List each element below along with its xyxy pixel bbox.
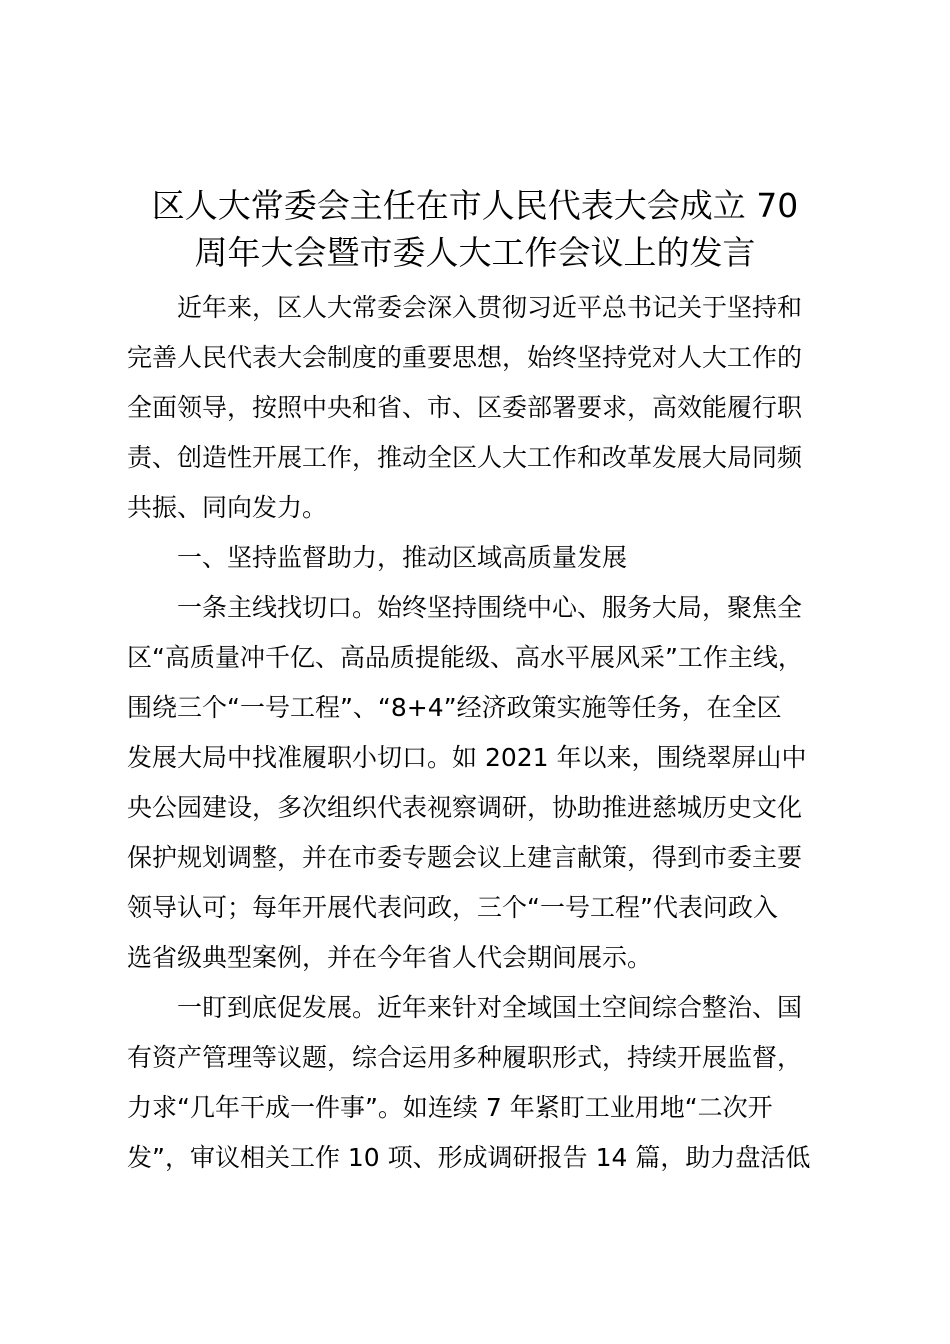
text-line: 一、坚持监督助力，推动区域高质量发展 — [177, 543, 628, 572]
text-line: 力求“几年干成一件事”。如连续 7 年紧盯工业用地“二次开 — [127, 1093, 773, 1122]
text-line: 完善人民代表大会制度的重要思想，始终坚持党对人大工作的 — [127, 343, 803, 372]
text-line: 领导认可；每年开展代表问政，三个“一号工程”代表问政入 — [127, 893, 778, 922]
text-line: 围绕三个“一号工程”、“8+4”经济政策实施等任务，在全区 — [127, 693, 782, 722]
document-body — [127, 283, 847, 1183]
text-line: 一条主线找切口。始终坚持围绕中心、服务大局，聚焦全 — [177, 593, 803, 622]
title-line-2: 周年大会暨市委人大工作会议上的发言 — [194, 233, 756, 272]
text-line: 有资产管理等议题，综合运用多种履职形式，持续开展监督， — [127, 1043, 803, 1072]
text-line: 一盯到底促发展。近年来针对全域国土空间综合整治、国 — [177, 993, 803, 1022]
document-title — [100, 182, 850, 276]
text-line: 发”，审议相关工作 10 项、形成调研报告 14 篇，助力盘活低 — [127, 1143, 811, 1172]
text-line: 保护规划调整，并在市委专题会议上建言献策，得到市委主要 — [127, 843, 803, 872]
text-line: 央公园建设，多次组织代表视察调研，协助推进慈城历史文化 — [127, 793, 803, 822]
text-line: 共振、同向发力。 — [127, 493, 328, 522]
title-line-1: 区人大常委会主任在市人民代表大会成立 70 — [151, 186, 799, 225]
text-line: 发展大局中找准履职小切口。如 2021 年以来，围绕翠屏山中 — [127, 743, 807, 772]
text-line: 区“高质量冲千亿、高品质提能级、高水平展风采”工作主线， — [127, 643, 803, 672]
text-line: 全面领导，按照中央和省、市、区委部署要求，高效能履行职 — [127, 393, 803, 422]
text-line: 责、创造性开展工作，推动全区人大工作和改革发展大局同频 — [127, 443, 803, 472]
text-line: 选省级典型案例，并在今年省人代会期间展示。 — [127, 943, 653, 972]
text-line: 近年来，区人大常委会深入贯彻习近平总书记关于坚持和 — [177, 293, 803, 322]
